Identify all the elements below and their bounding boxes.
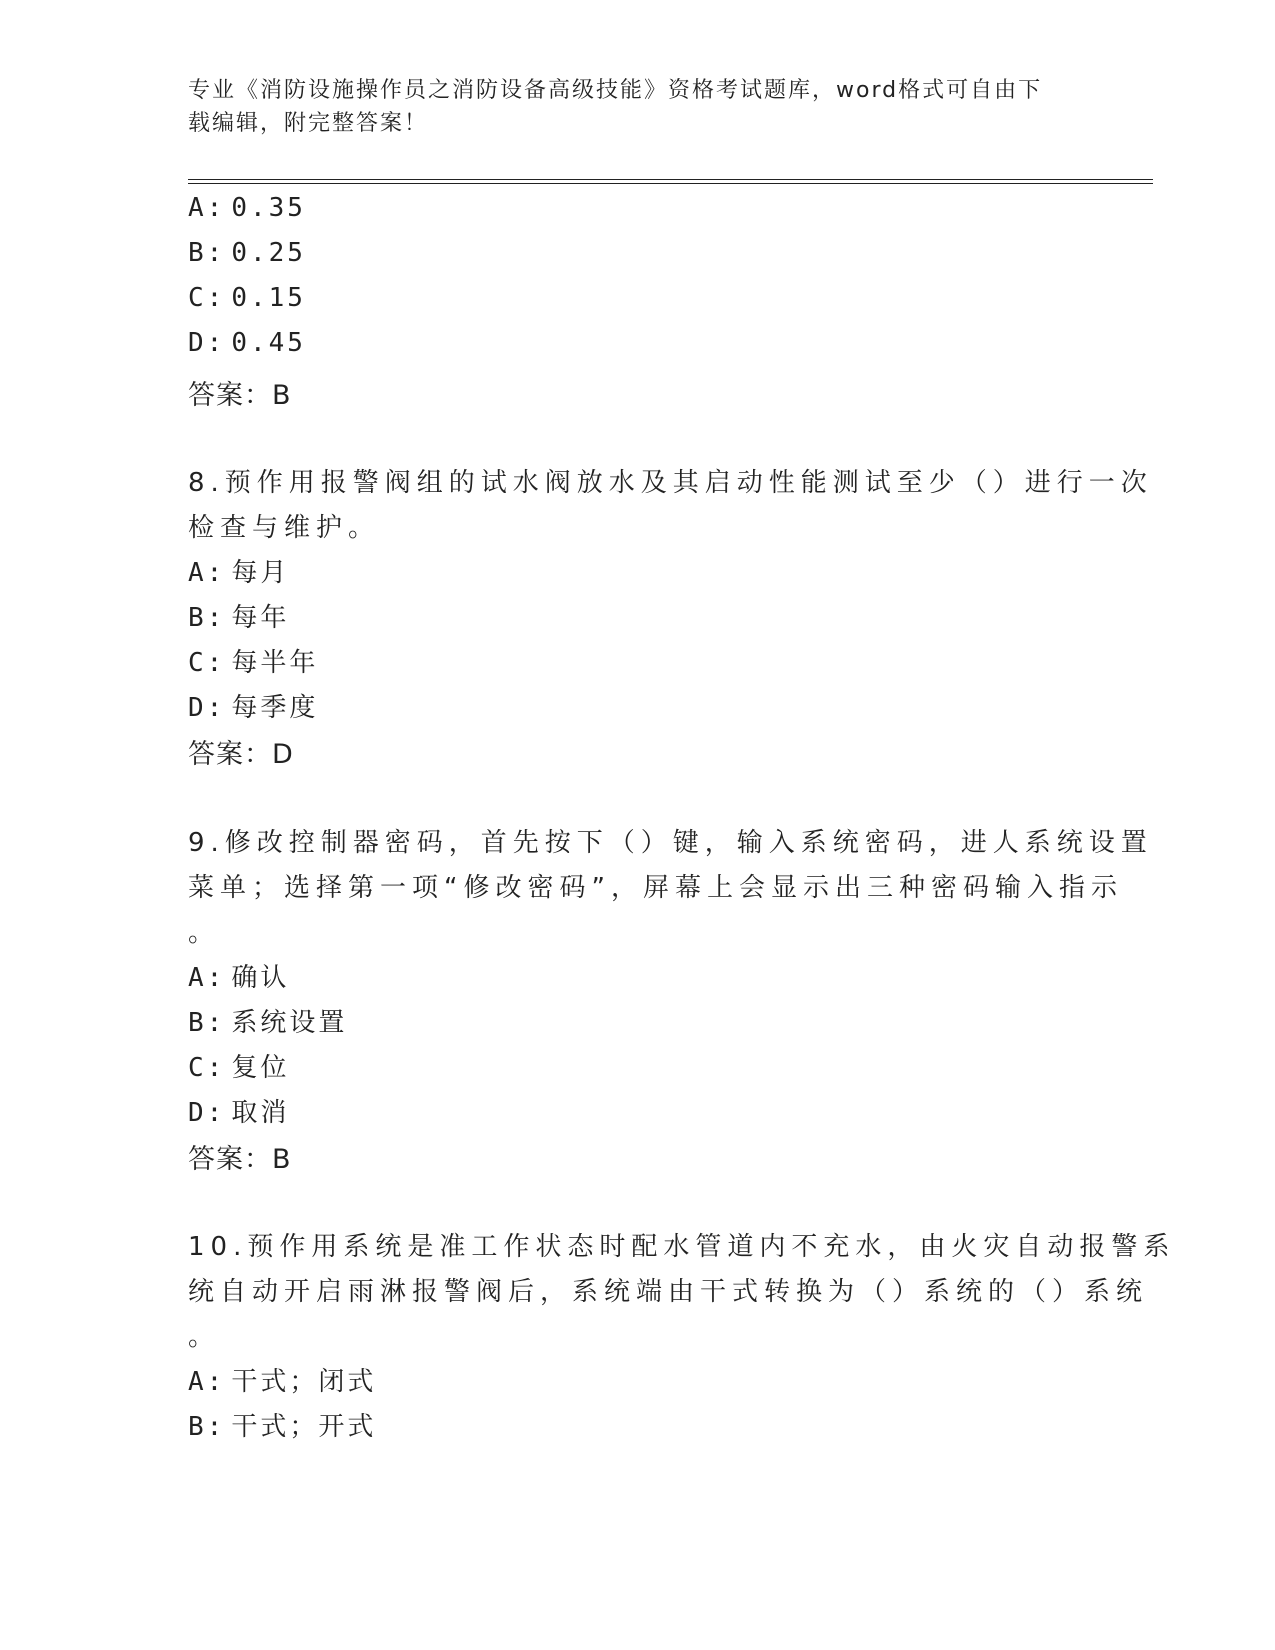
q8-option-b: [188, 597, 289, 634]
header-line-1: 专业《消防设施操作员之消防设备高级技能》资格考试题库，word格式可自由下: [188, 78, 1043, 103]
q8-answer: 答案：D: [188, 739, 294, 770]
option-text: 干式；闭式: [231, 1367, 377, 1397]
option-text: 干式；开式: [231, 1412, 377, 1442]
option-text: 0.45: [231, 328, 306, 358]
option-text: 每月: [231, 558, 290, 588]
option-letter: D:: [188, 693, 226, 723]
q8-option-a: [188, 552, 289, 589]
option-text: 每半年: [231, 648, 319, 678]
option-letter: A:: [188, 1367, 226, 1397]
q8-question-line-2: 检查与维护。: [188, 513, 381, 543]
q9-question-line-1: 9.修改控制器密码，首先按下（）键，输入系统密码，进人系统设置: [188, 828, 1153, 858]
option-text: 系统设置: [231, 1008, 348, 1038]
option-letter: B:: [188, 1412, 226, 1442]
option-text: 0.25: [231, 238, 306, 268]
option-letter: D:: [188, 328, 226, 358]
option-letter: C:: [188, 283, 226, 313]
option-text: 每年: [231, 603, 290, 633]
q7-option-a: [188, 193, 306, 223]
option-letter: C:: [188, 1053, 226, 1083]
option-letter: A:: [188, 193, 226, 223]
q9-answer: 答案：B: [188, 1144, 292, 1175]
q10-option-a: [188, 1361, 376, 1398]
option-text: 0.15: [231, 283, 306, 313]
q9-option-a: [188, 957, 289, 994]
q9-question-line-3: 。: [188, 918, 221, 948]
option-text: 复位: [231, 1053, 290, 1083]
q8-option-d: [188, 687, 318, 724]
option-letter: D:: [188, 1098, 226, 1128]
q8-question-line-1: 8.预作用报警阀组的试水阀放水及其启动性能测试至少（）进行一次: [188, 468, 1153, 498]
q8-option-c: [188, 642, 318, 679]
q10-question-line-1: 10.预作用系统是准工作状态时配水管道内不充水，由火灾自动报警系: [188, 1232, 1176, 1262]
option-letter: A:: [188, 963, 226, 993]
q7-option-b: [188, 238, 306, 268]
option-text: 每季度: [231, 693, 319, 723]
q10-question-line-3: 。: [188, 1322, 221, 1352]
option-letter: A:: [188, 558, 226, 588]
option-letter: B:: [188, 1008, 226, 1038]
header-rule-bottom: [188, 183, 1153, 184]
q9-option-b: [188, 1002, 347, 1039]
q10-option-b: [188, 1406, 376, 1443]
q7-option-d: [188, 328, 306, 358]
option-letter: C:: [188, 648, 226, 678]
header-line-2: 载编辑，附完整答案！: [188, 111, 429, 136]
header-rule-top: [188, 179, 1153, 180]
option-letter: B:: [188, 238, 226, 268]
document-header: [188, 74, 1088, 140]
option-letter: B:: [188, 603, 226, 633]
option-text: 确认: [231, 963, 290, 993]
q9-option-d: [188, 1092, 289, 1129]
q7-answer: 答案：B: [188, 380, 292, 411]
q10-question-line-2: 统自动开启雨淋报警阀后，系统端由干式转换为（）系统的（）系统: [188, 1277, 1149, 1307]
q9-question-line-2: 菜单；选择第一项“修改密码”，屏幕上会显示出三种密码输入指示: [188, 873, 1123, 903]
option-text: 0.35: [231, 193, 306, 223]
q7-option-c: [188, 283, 306, 313]
option-text: 取消: [231, 1098, 290, 1128]
q9-option-c: [188, 1047, 289, 1084]
